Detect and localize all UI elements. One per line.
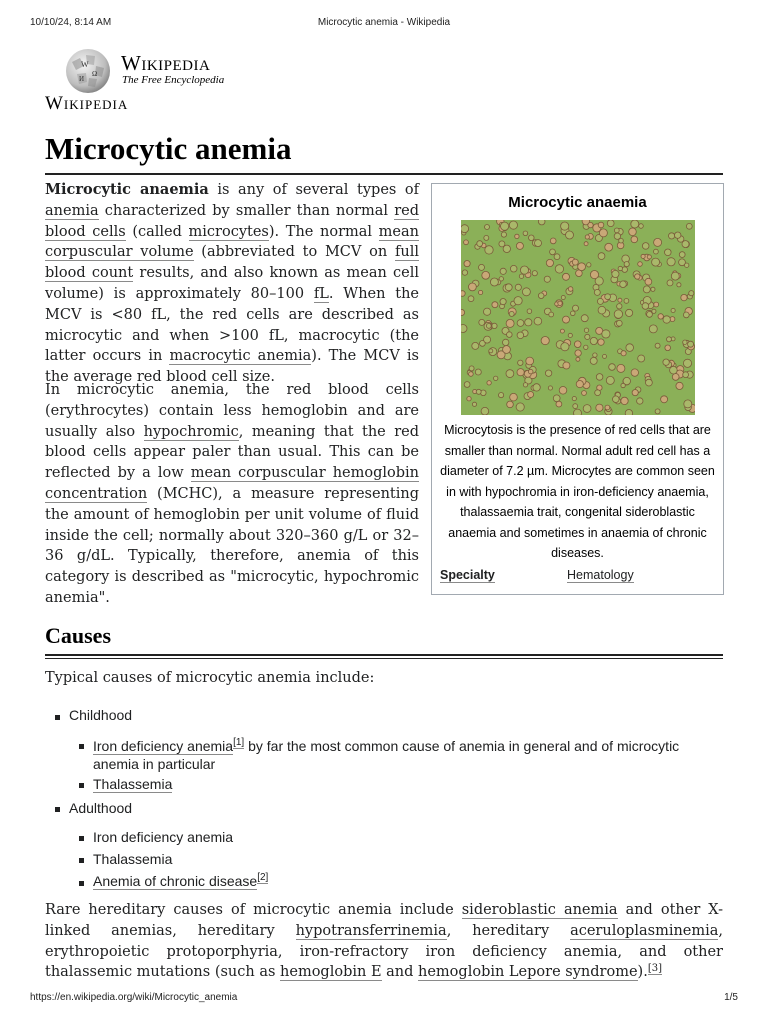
red-cell	[649, 325, 657, 333]
red-cell	[641, 254, 645, 258]
red-cell	[617, 364, 625, 372]
red-cell	[469, 283, 477, 291]
red-cell	[618, 298, 622, 302]
red-cell	[515, 284, 521, 290]
print-page-number: 1/5	[724, 992, 738, 1003]
red-cell	[561, 222, 569, 230]
red-cell	[538, 293, 544, 299]
red-cell	[525, 319, 532, 326]
red-cell	[635, 274, 640, 279]
red-cell	[563, 362, 570, 369]
text-run: , hereditary	[446, 922, 571, 939]
red-cell	[652, 258, 660, 266]
red-cell	[605, 405, 610, 410]
red-cell	[561, 343, 569, 351]
red-cell	[679, 252, 685, 258]
red-cell	[593, 353, 597, 357]
infobox-caption: Microcytosis is the presence of red cells that are smaller than normal. Normal adult red cell has a diameter of 7.2 µm. Microcytes are common seen in with hypochromia in iron-deficiency anaemia, thalassaemia trait, congenital sideroblastic anaemia and sometimes in anaemia of chronic diseases.	[440, 423, 715, 560]
red-cell	[501, 222, 509, 230]
section-divider	[45, 654, 723, 659]
bullet-icon	[79, 836, 84, 841]
red-cell	[566, 231, 574, 239]
red-cell	[584, 242, 588, 246]
red-cell	[492, 323, 497, 328]
red-cell	[667, 280, 673, 286]
red-cell	[568, 287, 573, 292]
red-cell	[631, 220, 639, 228]
red-cell	[510, 265, 517, 272]
red-cell	[685, 263, 689, 267]
text-run: characterized by smaller than normal	[98, 202, 395, 219]
red-cell	[464, 261, 470, 267]
red-cell	[596, 404, 603, 411]
red-cell	[561, 296, 565, 300]
svg-text:W: W	[81, 60, 89, 69]
red-cell	[617, 304, 622, 309]
red-cell	[472, 342, 479, 349]
red-cell	[550, 249, 556, 255]
link-sideroblastic-anemia[interactable]: sideroblastic anemia	[461, 902, 618, 918]
red-cell	[492, 302, 498, 308]
link-hypochromic[interactable]: hypochromic	[143, 423, 239, 440]
red-cell	[534, 317, 542, 325]
red-cell	[605, 243, 613, 251]
red-cell	[544, 276, 550, 282]
red-cell	[607, 220, 614, 227]
red-cell	[684, 400, 692, 408]
link-full-blood-count[interactable]: full blood count	[45, 244, 419, 282]
red-cell	[683, 359, 691, 367]
red-cell	[494, 376, 498, 380]
red-cell	[529, 235, 535, 241]
text-run: is any of several types of	[208, 182, 420, 198]
bullet-icon	[79, 744, 84, 749]
red-cell	[520, 266, 528, 274]
link-hemoglobin-e[interactable]: hemoglobin E	[280, 964, 382, 981]
red-cell	[576, 381, 583, 388]
red-cell	[555, 265, 563, 273]
red-cell	[523, 383, 527, 387]
red-cell	[689, 291, 694, 296]
link-anemia-of-chronic-disease[interactable]: Anemia of chronic disease	[93, 873, 258, 889]
red-cell	[603, 354, 607, 358]
link-anemia[interactable]: anemia	[45, 202, 99, 219]
red-cell	[461, 225, 469, 233]
red-cell	[484, 336, 491, 343]
red-cell	[642, 303, 649, 310]
bold-term: Microcytic anaemia	[45, 181, 209, 198]
link-hypotransferrinemia[interactable]: hypotransferrinemia	[295, 922, 447, 939]
list-item-adulthood: Adulthood	[69, 800, 133, 816]
wikipedia-wordmark-secondary[interactable]: Wikipedia	[45, 93, 129, 114]
text-run: (called	[125, 223, 189, 240]
red-cell	[499, 277, 503, 281]
text-run: (abbreviated to MCV on	[193, 244, 396, 261]
red-cell	[598, 339, 604, 345]
red-cell	[626, 344, 634, 352]
list-item	[93, 737, 713, 773]
red-cell	[598, 306, 606, 314]
red-cell	[683, 340, 687, 344]
red-cell	[588, 222, 593, 227]
red-cell	[574, 341, 581, 348]
text-run: by far the most common cause of anemia in general and of microcytic anemia in particular	[93, 738, 680, 772]
red-cell	[665, 345, 671, 351]
red-cell	[619, 238, 624, 243]
red-cell	[677, 283, 681, 287]
red-cell	[517, 320, 524, 327]
link-mean-corpuscular-volume[interactable]: mean corpuscular volume	[45, 223, 419, 261]
red-cell	[614, 310, 622, 318]
specialty-label-link[interactable]: Specialty	[440, 568, 495, 582]
red-cell	[667, 258, 675, 266]
red-cell	[683, 312, 689, 318]
text-run: ). The normal	[268, 223, 379, 240]
red-cell	[467, 397, 471, 401]
red-cell	[516, 403, 524, 411]
red-cell	[599, 229, 607, 237]
reference-3[interactable]: [3]	[647, 962, 662, 974]
red-cell	[487, 381, 491, 385]
bullet-icon	[79, 881, 84, 886]
text-run: Rare hereditary causes of microcytic anemia include	[45, 902, 462, 918]
red-cell	[638, 355, 645, 362]
red-cell	[672, 374, 679, 381]
red-cell	[468, 296, 474, 302]
specialty-value-link[interactable]: Hematology	[567, 568, 634, 582]
red-cell	[563, 316, 570, 323]
red-cell	[621, 351, 626, 356]
red-cell	[464, 240, 469, 245]
print-header	[0, 17, 768, 31]
red-cell	[517, 332, 524, 339]
red-cell	[616, 320, 622, 326]
red-cell	[484, 308, 491, 315]
red-cell	[489, 349, 493, 353]
red-cell	[598, 222, 604, 228]
red-cell	[654, 249, 659, 254]
red-cell	[590, 271, 598, 279]
link-iron-deficiency-anemia[interactable]: Iron deficiency anemia	[93, 738, 234, 754]
red-cell	[506, 319, 514, 327]
list-item	[93, 776, 172, 792]
red-cell	[572, 259, 578, 265]
red-cell	[499, 241, 505, 247]
red-cell	[646, 379, 653, 386]
red-cell	[481, 407, 489, 415]
red-cell	[571, 311, 576, 316]
red-cell	[546, 259, 553, 266]
red-cell	[559, 387, 567, 395]
red-cell	[639, 224, 644, 229]
red-cell	[500, 268, 506, 274]
blood-smear-illustration	[461, 220, 695, 415]
text-run: . When the MCV is <80 fL, the red cells are described as microcytic and when >100 fL, macrocytic (the latter occurs in	[45, 285, 419, 365]
bullet-icon	[55, 715, 60, 720]
red-cell	[584, 328, 588, 332]
link-hemoglobin-lepore-syndrome[interactable]: hemoglobin Lepore syndrome	[418, 964, 638, 981]
red-cell	[507, 401, 514, 408]
red-cell	[510, 393, 518, 401]
red-cell	[469, 372, 474, 377]
red-cell	[602, 330, 610, 338]
red-cell	[584, 345, 588, 349]
red-cell	[541, 337, 549, 345]
text-run: In microcytic anemia, the red blood cells (erythrocytes) contain less hemoglobin and are usually also	[45, 382, 419, 440]
red-cell	[462, 270, 467, 275]
red-cell	[621, 383, 625, 387]
red-cell	[560, 329, 564, 333]
red-cell	[645, 278, 652, 285]
red-cell	[654, 302, 659, 307]
red-cell	[475, 369, 481, 375]
red-cell	[595, 390, 601, 396]
red-cell	[671, 272, 679, 280]
infobox-title: Microcytic anaemia	[508, 194, 647, 211]
print-footer	[0, 992, 768, 1006]
red-cell	[503, 339, 509, 345]
red-cell	[651, 287, 655, 291]
link-aceruloplasminemia[interactable]: aceruloplasminemia	[570, 922, 719, 939]
red-cell	[594, 289, 600, 295]
red-cell	[505, 284, 512, 291]
red-cell	[671, 308, 675, 312]
red-cell	[647, 255, 651, 259]
red-cell	[572, 397, 576, 401]
link-microcytes[interactable]: microcytes	[188, 223, 269, 240]
list-item: Thalassemia	[93, 851, 173, 867]
lead-paragraph-1	[45, 180, 419, 388]
red-cell	[597, 298, 603, 304]
reference-2[interactable]: [2]	[257, 872, 269, 884]
red-cell	[563, 273, 570, 280]
red-cell	[507, 332, 513, 338]
red-cell	[638, 262, 643, 267]
red-cell	[683, 372, 689, 378]
svg-text:И: И	[79, 75, 85, 83]
red-cell	[576, 357, 580, 361]
red-cell	[585, 235, 589, 239]
microcytosis-image[interactable]	[461, 220, 695, 415]
text-run: (MCHC), a measure representing the amount of hemoglobin per unit volume of fluid inside the cell; normally about 320–360 g/L or 32–36 g/dL. Typically, therefore, anemia of this category is described as "microcytic, hypochromic anemia".	[45, 485, 419, 606]
link-macrocytic-anemia[interactable]: macrocytic anemia	[169, 348, 312, 365]
red-cell	[486, 324, 491, 329]
red-cell	[568, 333, 572, 337]
red-cell	[681, 294, 687, 300]
red-cell	[590, 337, 597, 344]
text-run: results, and also known as mean cell volume) is approximately 80–100	[45, 265, 419, 302]
red-cell	[688, 341, 694, 347]
causes-intro: Typical causes of microcytic anemia include:	[45, 670, 375, 686]
red-cell	[558, 301, 562, 305]
red-cell	[500, 299, 506, 305]
reference-1[interactable]: [1]	[233, 737, 245, 749]
red-cell	[574, 409, 582, 415]
red-cell	[652, 309, 656, 313]
list-item-childhood: Childhood	[69, 707, 133, 723]
red-cell	[515, 234, 519, 238]
red-cell	[528, 392, 534, 398]
red-cell	[631, 369, 638, 376]
red-cell	[655, 409, 660, 414]
red-cell	[582, 391, 587, 396]
red-cell	[669, 233, 675, 239]
red-cell	[553, 395, 560, 402]
red-cell	[527, 309, 532, 314]
infobox	[431, 183, 724, 595]
list-item	[93, 873, 268, 889]
red-cell	[665, 249, 672, 256]
red-cell	[554, 254, 560, 260]
wikipedia-globe-icon[interactable]	[62, 46, 114, 94]
red-cell	[676, 382, 683, 389]
red-cell	[548, 386, 552, 390]
bullet-icon	[79, 858, 84, 863]
red-cell	[609, 364, 616, 371]
red-cell	[516, 242, 523, 249]
red-cell	[631, 236, 638, 243]
red-cell	[614, 228, 619, 233]
red-cell	[523, 231, 528, 236]
print-url: https://en.wikipedia.org/wiki/Microcytic_anemia	[30, 992, 238, 1003]
red-cell	[626, 309, 633, 316]
red-cell	[581, 315, 588, 322]
red-cell	[629, 228, 637, 236]
red-cell	[477, 241, 483, 247]
red-cell	[545, 370, 551, 376]
link-mchc[interactable]: mean corpuscular hemoglobin concentration	[45, 465, 419, 502]
text-run: ).	[637, 964, 648, 981]
red-cell	[686, 223, 692, 229]
text-run: , erythropoietic protoporphyria, iron-refractory iron deficiency anemia, and other thalassemic mutations (such as	[45, 922, 724, 981]
red-cell	[575, 350, 581, 356]
title-divider	[45, 173, 723, 175]
red-cell	[535, 240, 542, 247]
red-cell	[624, 262, 629, 267]
link-fl[interactable]: fL	[313, 285, 329, 302]
red-cell	[590, 357, 597, 364]
red-cell	[578, 263, 586, 271]
section-heading-causes: Causes	[45, 623, 112, 648]
red-cell	[476, 389, 481, 394]
red-cell	[573, 404, 578, 409]
red-cell	[509, 311, 514, 316]
red-cell	[661, 396, 668, 403]
red-cell	[583, 405, 591, 413]
red-cell	[605, 294, 611, 300]
rare-causes-paragraph	[45, 900, 723, 983]
red-cell	[654, 238, 662, 246]
red-cell	[618, 266, 622, 270]
red-cell	[647, 312, 653, 318]
red-cell	[613, 396, 620, 403]
red-cell	[461, 309, 465, 315]
bullet-icon	[79, 783, 84, 788]
text-run: ). The MCV is the average red blood cell size.	[45, 348, 419, 386]
red-cell	[464, 382, 470, 388]
red-cell	[479, 319, 485, 325]
page-title: Microcytic anemia	[45, 131, 292, 166]
red-cell	[503, 346, 511, 354]
red-cell	[517, 369, 524, 376]
red-cell	[621, 397, 628, 404]
red-cell	[573, 305, 579, 311]
red-cell	[632, 390, 638, 396]
red-cell	[509, 221, 517, 229]
red-cell	[485, 225, 490, 230]
red-cell	[461, 325, 467, 333]
red-cell	[587, 263, 591, 267]
red-cell	[484, 235, 489, 240]
lead-paragraph-2	[45, 380, 419, 609]
red-cell	[670, 366, 678, 374]
text-run: and	[381, 964, 419, 981]
red-cell	[625, 410, 632, 416]
red-cell	[598, 253, 605, 260]
red-cell	[637, 398, 643, 404]
red-cell	[501, 232, 506, 237]
svg-text:Ω: Ω	[92, 70, 98, 78]
red-cell	[519, 274, 523, 278]
link-thalassemia[interactable]: Thalassemia	[93, 776, 173, 792]
red-cell	[658, 314, 663, 319]
red-cell	[606, 376, 614, 384]
red-cell	[624, 299, 629, 304]
text-run: and other X-linked anemias, hereditary	[45, 902, 723, 939]
red-cell	[479, 264, 485, 270]
red-cell	[667, 337, 672, 342]
red-cell	[485, 246, 493, 254]
red-cell	[663, 316, 670, 323]
red-cell	[518, 360, 523, 365]
red-cell	[514, 297, 522, 305]
red-cell	[533, 384, 540, 391]
red-cell	[490, 278, 498, 286]
wikipedia-tagline: The Free Encyclopedia	[122, 74, 225, 86]
red-cell	[675, 232, 681, 238]
wikipedia-wordmark[interactable]: Wikipedia	[121, 51, 211, 75]
red-cell	[642, 243, 649, 250]
red-cell	[461, 291, 465, 297]
red-cell	[526, 357, 534, 365]
text-run: , meaning that the red blood cells appear paler than usual. This can be reflected by a low	[45, 423, 420, 482]
red-cell	[655, 343, 660, 348]
red-cell	[479, 290, 483, 294]
print-title: Microcytic anemia - Wikipedia	[317, 17, 451, 28]
print-datetime: 10/10/24, 8:14 AM	[30, 17, 112, 28]
red-cell	[482, 271, 490, 279]
red-cell	[663, 359, 669, 365]
red-cell	[538, 220, 545, 225]
red-cell	[506, 370, 514, 378]
red-cell	[550, 238, 556, 244]
red-cell	[499, 393, 504, 398]
red-cell	[620, 281, 627, 288]
red-cell	[472, 402, 476, 406]
list-item: Iron deficiency anemia	[93, 829, 234, 845]
red-cell	[585, 334, 590, 339]
bullet-icon	[55, 807, 60, 812]
red-cell	[528, 369, 533, 374]
red-cell	[532, 271, 537, 276]
red-cell	[643, 286, 650, 293]
red-cell	[522, 288, 530, 296]
link-red-blood-cells[interactable]: red blood cells	[45, 202, 419, 240]
red-cell	[612, 270, 619, 277]
red-cell	[549, 312, 554, 317]
red-cell	[596, 374, 603, 381]
